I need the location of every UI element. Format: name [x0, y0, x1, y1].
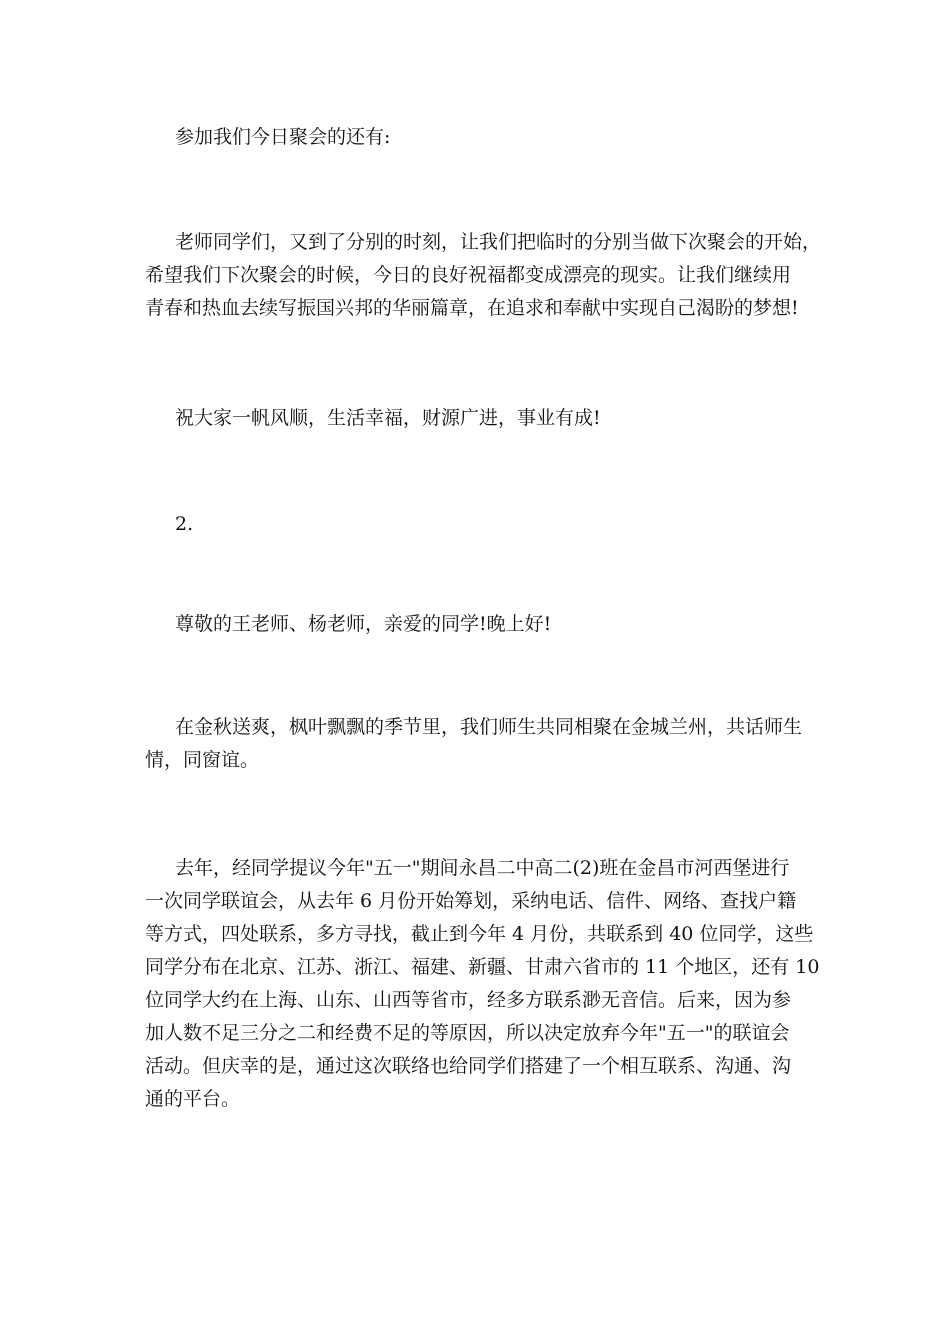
section-number	[145, 508, 815, 541]
paragraph-line: 同学分布在北京、江苏、浙江、福建、新疆、甘肃六省市的 11 个地区，还有 10	[145, 956, 820, 978]
paragraph-line: 参加我们今日聚会的还有:	[175, 126, 391, 148]
paragraph-line: 在金秋送爽，枫叶飘飘的季节里，我们师生共同相聚在金城兰州，共话师生	[175, 716, 803, 738]
paragraph-greeting	[145, 608, 815, 641]
paragraph-attendees	[145, 121, 815, 154]
paragraph-line: 情，同窗谊。	[145, 749, 260, 771]
paragraph-line: 活动。但庆幸的是，通过这次联络也给同学们搭建了一个相互联系、沟通、沟	[145, 1055, 792, 1077]
paragraph-line: 等方式，四处联系，多方寻找，截止到今年 4 月份，共联系到 40 位同学，这些	[145, 923, 814, 945]
paragraph-line: 2.	[175, 513, 194, 535]
paragraph-wishes	[145, 402, 815, 435]
paragraph-line: 一次同学联谊会，从去年 6 月份开始筹划，采纳电话、信件、网络、查找户籍	[145, 890, 797, 912]
paragraph-gathering	[145, 711, 815, 777]
paragraph-farewell	[145, 226, 822, 325]
paragraph-line: 位同学大约在上海、山东、山西等省市，经多方联系渺无音信。后来，因为参	[145, 989, 792, 1011]
paragraph-line: 祝大家一帆风顺，生活幸福，财源广进，事业有成!	[175, 407, 601, 429]
paragraph-line: 青春和热血去续写振国兴邦的华丽篇章，在追求和奉献中实现自己渴盼的梦想!	[145, 297, 799, 319]
paragraph-line: 希望我们下次聚会的时候，今日的良好祝福都变成漂亮的现实。让我们继续用	[145, 264, 792, 286]
paragraph-line: 去年，经同学提议今年"五一"期间永昌二中高二(2)班在金昌市河西堡进行	[175, 857, 790, 879]
paragraph-line: 通的平台。	[145, 1088, 241, 1110]
paragraph-line: 老师同学们，又到了分别的时刻，让我们把临时的分别当做下次聚会的开始，	[175, 231, 822, 253]
paragraph-line: 尊敬的王老师、杨老师，亲爱的同学!晚上好!	[175, 613, 552, 635]
paragraph-history	[145, 852, 820, 1116]
paragraph-line: 加人数不足三分之二和经费不足的等原因，所以决定放弃今年"五一"的联谊会	[145, 1022, 790, 1044]
